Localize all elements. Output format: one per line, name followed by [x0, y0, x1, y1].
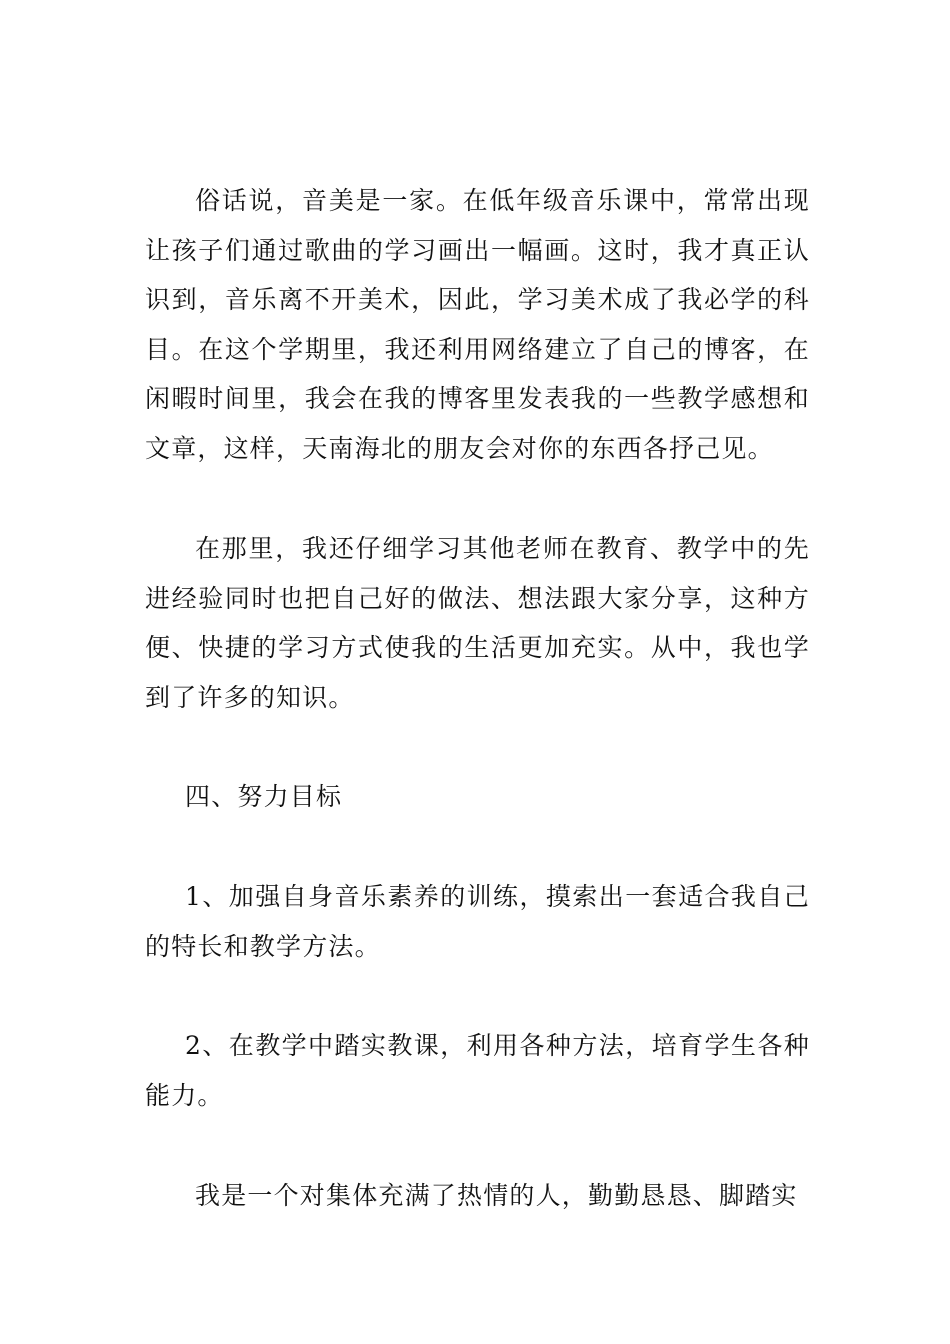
section-heading-goals: 四、努力目标	[185, 782, 343, 811]
paragraph-learning-online: 在那里，我还仔细学习其他老师在教育、教学中的先进经验同时也把自己好的做法、想法跟大家分享，这种方便、快捷的学习方式使我的生活更加充实。从中，我也学到了许多的知识。	[145, 534, 810, 712]
goal-item-1: 1、加强自身音乐素养的训练，摸索出一套适合我自己的特长和教学方法。	[145, 882, 810, 961]
paragraph-music-art: 俗话说，音美是一家。在低年级音乐课中，常常出现让孩子们通过歌曲的学习画出一幅画。这时，我才真正认识到，音乐离不开美术，因此，学习美术成了我必学的科目。在这个学期里，我还利用网络建立了自己的博客，在闲暇时间里，我会在我的博客里发表我的一些教学感想和文章，这样，天南海北的朋友会对你的东西各抒己见。	[145, 186, 810, 463]
goal-item-2: 2、在教学中踏实教课，利用各种方法，培育学生各种能力。	[145, 1031, 810, 1110]
paragraph-collective-enthusiasm: 我是一个对集体充满了热情的人，勤勤恳恳、脚踏实	[195, 1181, 798, 1210]
